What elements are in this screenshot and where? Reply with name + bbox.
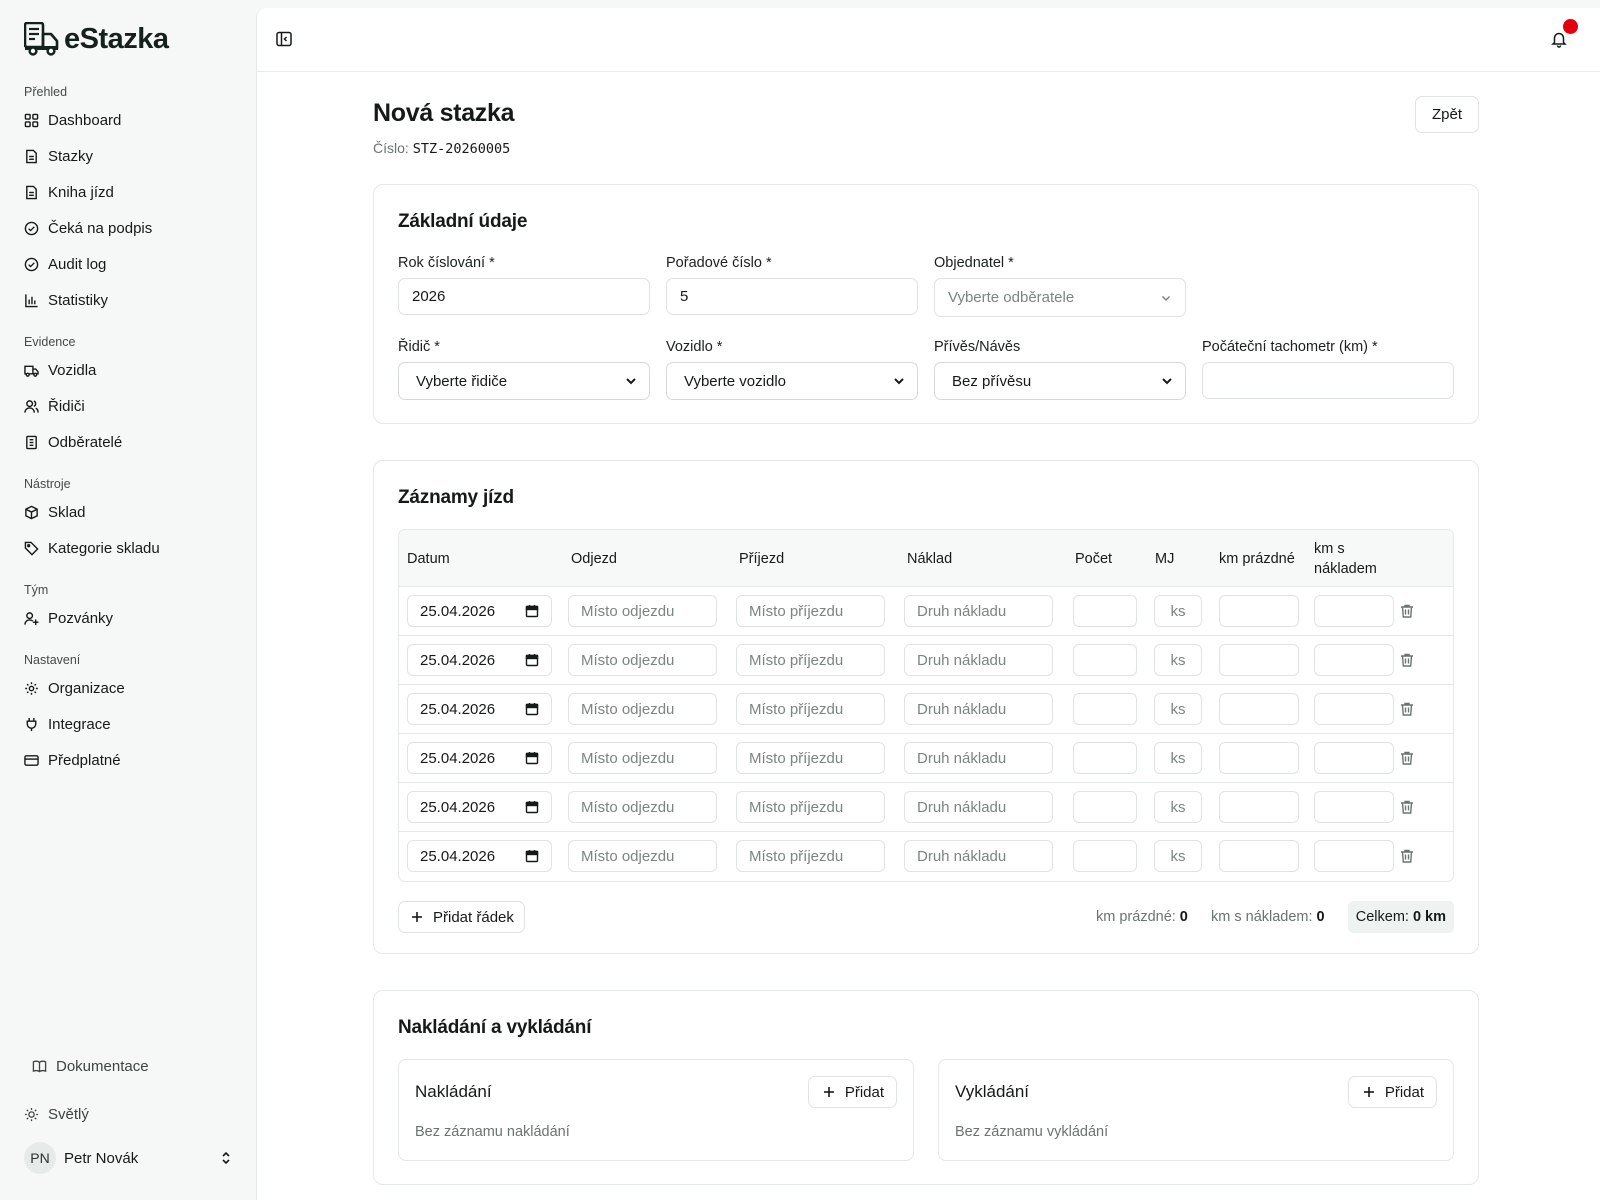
count-input[interactable] — [1073, 595, 1137, 627]
departure-input[interactable]: Místo odjezdu — [568, 840, 717, 872]
sidebar-item-dashboard[interactable] — [0, 102, 256, 138]
sidebar-item-label: Stazky — [48, 147, 94, 165]
driver-value: Vyberte řidiče — [416, 372, 508, 390]
sidebar-item-label: Integrace — [48, 715, 111, 733]
add-unloading-label: Přidat — [1384, 1083, 1424, 1101]
date-value: 25.04.2026 — [420, 749, 496, 767]
date-input[interactable] — [407, 595, 552, 627]
column-header-naklad: Náklad — [907, 550, 953, 567]
km-loaded-input[interactable] — [1314, 791, 1394, 823]
vehicle-value: Vyberte vozidlo — [684, 372, 786, 390]
sun-icon — [24, 1107, 39, 1122]
back-button[interactable]: Zpět — [1415, 96, 1479, 133]
sidebar-item-label: Organizace — [48, 679, 125, 697]
sidebar-item-label: Odběratelé — [48, 433, 123, 451]
plus-icon — [823, 1086, 835, 1098]
count-input[interactable] — [1073, 742, 1137, 774]
field-label: Objednatel * — [934, 255, 1014, 271]
sidebar-item-label: Vozidla — [48, 361, 97, 379]
arrival-input[interactable]: Místo příjezdu — [736, 742, 885, 774]
count-input[interactable] — [1073, 644, 1137, 676]
trailer-select[interactable] — [934, 362, 1186, 400]
add-loading-label: Přidat — [844, 1083, 884, 1101]
trash-icon[interactable] — [1399, 750, 1415, 766]
cargo-input[interactable]: Druh nákladu — [904, 693, 1053, 725]
km-empty-input[interactable] — [1219, 791, 1299, 823]
count-input[interactable] — [1073, 693, 1137, 725]
arrival-input[interactable]: Místo příjezdu — [736, 693, 885, 725]
document-number — [373, 140, 510, 157]
date-input[interactable] — [407, 742, 552, 774]
customer-select[interactable] — [934, 278, 1186, 317]
arrival-input[interactable]: Místo příjezdu — [736, 644, 885, 676]
date-input[interactable] — [407, 791, 552, 823]
chevron-down-icon — [893, 375, 905, 387]
app-name: eStazka — [64, 22, 169, 55]
departure-input[interactable]: Místo odjezdu — [568, 693, 717, 725]
column-header-mj: MJ — [1155, 550, 1175, 567]
departure-input[interactable]: Místo odjezdu — [568, 644, 717, 676]
building-icon — [24, 435, 39, 450]
km-loaded-input[interactable] — [1314, 644, 1394, 676]
plus-icon — [411, 911, 423, 923]
plus-icon — [1363, 1086, 1375, 1098]
truck-document-logo-icon — [24, 22, 60, 56]
trash-icon[interactable] — [1399, 652, 1415, 668]
total-label: Celkem: — [1355, 909, 1409, 925]
sidebar-item-label: Statistiky — [48, 291, 109, 309]
customer-placeholder: Vyberte odběratele — [948, 289, 1075, 306]
departure-input[interactable]: Místo odjezdu — [568, 595, 717, 627]
unit-input[interactable]: ks — [1154, 644, 1202, 676]
sum-empty-value: 0 — [1179, 909, 1188, 925]
card-title: Nakládání a vykládání — [398, 1017, 592, 1038]
year-input[interactable]: 2026 — [398, 278, 650, 315]
sidebar-toggle-icon[interactable] — [275, 30, 293, 48]
date-value: 25.04.2026 — [420, 700, 496, 718]
trips-footer — [398, 901, 1454, 933]
cargo-input[interactable]: Druh nákladu — [904, 840, 1053, 872]
field-label: Řidič * — [398, 339, 440, 355]
sidebar-item-label: Dashboard — [48, 111, 122, 129]
km-empty-input[interactable] — [1219, 742, 1299, 774]
column-header-prijezd: Příjezd — [739, 550, 785, 567]
sidebar-item-pozvanky[interactable] — [0, 600, 256, 636]
sidebar-item-kategorie-skladu[interactable] — [0, 530, 256, 566]
total-value: 0 km — [1412, 909, 1446, 925]
date-value: 25.04.2026 — [420, 847, 496, 865]
seq-input[interactable]: 5 — [666, 278, 918, 315]
sidebar-item-label: Předplatné — [48, 751, 121, 769]
sidebar — [0, 0, 256, 1200]
chevron-down-icon — [1161, 375, 1173, 387]
sum-empty-km — [1096, 901, 1188, 933]
table-row — [399, 783, 1453, 832]
km-empty-input[interactable] — [1219, 595, 1299, 627]
date-value: 25.04.2026 — [420, 798, 496, 816]
docs-link[interactable] — [0, 1048, 256, 1084]
box-icon — [24, 505, 39, 520]
card-title: Záznamy jízd — [398, 487, 514, 508]
document-number-label: Číslo: — [373, 140, 409, 156]
avatar: PN — [24, 1142, 56, 1174]
document-number-value: STZ-20260005 — [412, 141, 511, 157]
calendar-icon — [525, 751, 539, 765]
unloading-empty-text: Bez záznamu vykládání — [955, 1124, 1109, 1140]
notifications-button[interactable] — [1550, 30, 1568, 48]
trips-table — [398, 529, 1454, 882]
sidebar-item-label: Čeká na podpis — [48, 219, 153, 237]
loading-empty-text: Bez záznamu nakládání — [415, 1124, 570, 1140]
calendar-icon — [525, 849, 539, 863]
docs-label: Dokumentace — [56, 1057, 149, 1075]
users-icon — [24, 399, 39, 414]
nav-group-label: Přehled — [24, 85, 68, 99]
arrival-input[interactable]: Místo příjezdu — [736, 840, 885, 872]
trips-card — [373, 460, 1479, 954]
column-header-km-s-nakladem: km s nákladem — [1314, 540, 1377, 577]
sum-total-km — [1348, 901, 1454, 933]
book-icon — [32, 1059, 47, 1074]
table-row — [399, 685, 1453, 734]
trash-icon[interactable] — [1399, 603, 1415, 619]
cargo-input[interactable]: Druh nákladu — [904, 595, 1053, 627]
sum-empty-label: km prázdné: — [1096, 909, 1176, 925]
column-header-km-prazdne: km prázdné — [1219, 550, 1295, 567]
chevrons-up-down-icon — [220, 1150, 232, 1166]
table-row — [399, 587, 1453, 636]
table-row — [399, 734, 1453, 783]
driver-field — [398, 339, 650, 400]
notification-badge — [1563, 19, 1578, 34]
sidebar-item-odberatele[interactable] — [0, 424, 256, 460]
tag-icon — [24, 541, 39, 556]
sidebar-item-label: Audit log — [48, 255, 107, 273]
sidebar-item-label: Sklad — [48, 503, 86, 521]
trash-icon[interactable] — [1399, 799, 1415, 815]
sidebar-item-stazky[interactable] — [0, 138, 256, 174]
sidebar-item-label: Kategorie skladu — [48, 539, 160, 557]
unloading-title: Vykládání — [955, 1082, 1030, 1101]
date-value: 25.04.2026 — [420, 602, 496, 620]
table-row — [399, 832, 1453, 881]
table-header — [399, 530, 1453, 587]
seq-field — [666, 255, 918, 315]
loading-title: Nakládání — [415, 1082, 492, 1101]
unit-input[interactable]: ks — [1154, 840, 1202, 872]
date-input[interactable] — [407, 693, 552, 725]
user-menu[interactable] — [0, 1134, 256, 1182]
calendar-icon — [525, 604, 539, 618]
sum-loaded-label: km s nákladem: — [1211, 909, 1313, 925]
page-title: Nová stazka — [373, 99, 515, 127]
unit-input[interactable]: ks — [1154, 791, 1202, 823]
count-input[interactable] — [1073, 791, 1137, 823]
loading-card — [373, 990, 1479, 1185]
field-label: Rok číslování * — [398, 255, 495, 271]
km-loaded-input[interactable] — [1314, 693, 1394, 725]
cargo-input[interactable]: Druh nákladu — [904, 791, 1053, 823]
calendar-icon — [525, 653, 539, 667]
date-input[interactable] — [407, 840, 552, 872]
column-header-odjezd: Odjezd — [571, 550, 617, 567]
km-loaded-input[interactable] — [1314, 595, 1394, 627]
km-empty-input[interactable] — [1219, 840, 1299, 872]
sidebar-item-statistiky[interactable] — [0, 282, 256, 318]
chevron-down-icon — [625, 375, 637, 387]
sidebar-footer — [0, 1048, 256, 1200]
add-row-button[interactable] — [398, 901, 525, 933]
field-label: Počáteční tachometr (km) * — [1202, 339, 1378, 355]
credit-card-icon — [24, 753, 39, 768]
column-header-pocet: Počet — [1075, 550, 1113, 567]
trailer-field — [934, 339, 1186, 400]
vehicle-field — [666, 339, 918, 400]
sidebar-item-sklad[interactable] — [0, 494, 256, 530]
sidebar-item-integrace[interactable] — [0, 706, 256, 742]
field-label: Pořadové číslo * — [666, 255, 772, 271]
main-panel — [256, 8, 1600, 1200]
arrival-input[interactable]: Místo příjezdu — [736, 791, 885, 823]
calendar-icon — [525, 702, 539, 716]
year-field — [398, 255, 650, 315]
odometer-input[interactable] — [1202, 362, 1454, 399]
card-title: Základní údaje — [398, 211, 528, 232]
theme-label: Světlý — [48, 1105, 89, 1123]
unit-input[interactable]: ks — [1154, 595, 1202, 627]
check-circle-icon — [24, 221, 39, 236]
field-label: Přívěs/Návěs — [934, 339, 1021, 355]
km-loaded-input[interactable] — [1314, 742, 1394, 774]
check-circle-icon — [24, 257, 39, 272]
document-icon — [24, 149, 39, 164]
add-unloading-button[interactable] — [1348, 1076, 1437, 1108]
app-logo[interactable] — [24, 22, 169, 56]
count-input[interactable] — [1073, 840, 1137, 872]
basic-info-card — [373, 184, 1479, 424]
driver-select[interactable] — [398, 362, 650, 400]
trash-icon[interactable] — [1399, 848, 1415, 864]
table-row — [399, 636, 1453, 685]
add-row-label: Přidat řádek — [433, 908, 514, 926]
sidebar-item-label: Kniha jízd — [48, 183, 114, 201]
sum-loaded-value: 0 — [1316, 909, 1325, 925]
departure-input[interactable]: Místo odjezdu — [568, 742, 717, 774]
sidebar-item-label: Řidiči — [48, 397, 85, 415]
cargo-input[interactable]: Druh nákladu — [904, 644, 1053, 676]
date-value: 25.04.2026 — [420, 651, 496, 669]
add-loading-button[interactable] — [808, 1076, 897, 1108]
arrival-input[interactable]: Místo příjezdu — [736, 595, 885, 627]
gear-icon — [24, 681, 39, 696]
grid-icon — [24, 113, 39, 128]
sidebar-nav — [0, 78, 256, 778]
sum-loaded-km — [1211, 901, 1325, 933]
nav-group-label: Nastavení — [24, 653, 81, 667]
table-body — [399, 587, 1453, 881]
unit-input[interactable]: ks — [1154, 693, 1202, 725]
cargo-input[interactable]: Druh nákladu — [904, 742, 1053, 774]
truck-icon — [24, 363, 39, 378]
sidebar-item-organizace[interactable] — [0, 670, 256, 706]
nav-group-label: Evidence — [24, 335, 76, 349]
column-header-datum: Datum — [407, 550, 450, 567]
km-empty-input[interactable] — [1219, 644, 1299, 676]
nav-group-label: Nástroje — [24, 477, 71, 491]
vehicle-select[interactable] — [666, 362, 918, 400]
sidebar-item-label: Pozvánky — [48, 609, 114, 627]
unit-input[interactable]: ks — [1154, 742, 1202, 774]
sidebar-item-ridici[interactable] — [0, 388, 256, 424]
km-empty-input[interactable] — [1219, 693, 1299, 725]
departure-input[interactable]: Místo odjezdu — [568, 791, 717, 823]
date-input[interactable] — [407, 644, 552, 676]
sidebar-item-vozidla[interactable] — [0, 352, 256, 388]
sidebar-item-audit-log[interactable] — [0, 246, 256, 282]
document-icon — [24, 185, 39, 200]
field-label: Vozidlo * — [666, 339, 723, 355]
customer-field — [934, 255, 1186, 317]
bar-chart-icon — [24, 293, 39, 308]
sidebar-item-predplatne[interactable] — [0, 742, 256, 778]
unloading-panel — [938, 1059, 1454, 1161]
odometer-field — [1202, 339, 1454, 399]
chevron-down-icon — [1160, 292, 1172, 304]
user-plus-icon — [24, 611, 39, 626]
km-loaded-input[interactable] — [1314, 840, 1394, 872]
user-name: Petr Novák — [64, 1149, 139, 1167]
topbar — [257, 8, 1600, 72]
sidebar-item-ceka-na-podpis[interactable] — [0, 210, 256, 246]
trailer-value: Bez přívěsu — [952, 372, 1032, 390]
loading-panel — [398, 1059, 914, 1161]
trash-icon[interactable] — [1399, 701, 1415, 717]
plug-icon — [24, 717, 39, 732]
nav-group-label: Tým — [24, 583, 49, 597]
calendar-icon — [525, 800, 539, 814]
sidebar-item-kniha-jizd[interactable] — [0, 174, 256, 210]
theme-toggle[interactable] — [0, 1096, 256, 1132]
